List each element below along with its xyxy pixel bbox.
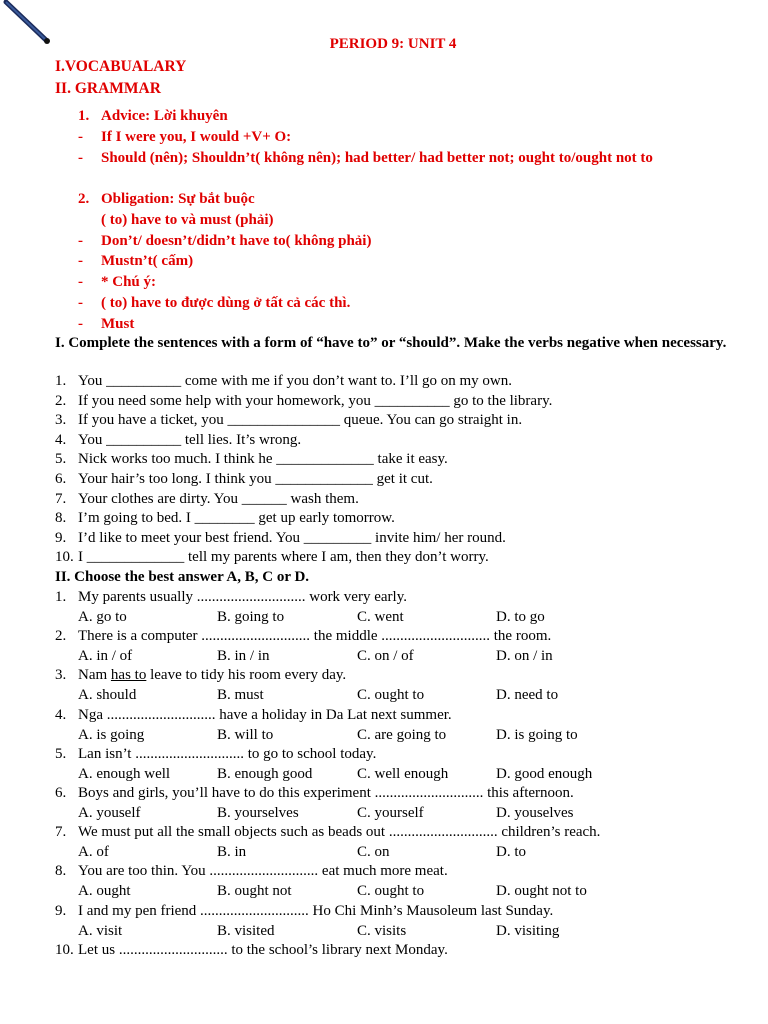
grammar-item <box>78 231 738 251</box>
grammar-text: Don’t/ doesn’t/didn’t have to( không phải) <box>101 233 372 249</box>
exercise-1-item <box>55 392 755 411</box>
answer-option: A. of <box>78 844 109 861</box>
grammar-text: Advice: Lời khuyên <box>101 108 228 124</box>
answer-option: B. will to <box>217 726 274 743</box>
answer-option: C. ought to <box>357 687 425 704</box>
exercise-1-item <box>55 490 755 509</box>
answer-option: A. ought <box>78 883 131 900</box>
answer-option: C. on / of <box>357 648 414 665</box>
answer-option: B. going to <box>217 609 285 625</box>
item-number: 9. <box>55 529 67 546</box>
grammar-marker: - <box>78 253 83 269</box>
item-number: 3. <box>55 667 67 684</box>
item-text: You __________ come with me if you don’t want to. I’ll go on my own. <box>78 373 513 389</box>
section-grammar: II. GRAMMAR <box>55 80 161 97</box>
answer-option: A. should <box>78 687 137 704</box>
answer-option: A. in / of <box>78 648 133 665</box>
exercise-2-question <box>55 666 755 685</box>
answer-option: B. visited <box>217 922 275 939</box>
item-number: 10. <box>55 941 74 958</box>
exercise-1-item <box>55 529 755 548</box>
grammar-item <box>78 127 738 147</box>
item-text: Nick works too much. I think he _____________ take it easy. <box>78 451 448 468</box>
grammar-text: Obligation: Sự bắt buộc <box>101 191 255 207</box>
exercise-2-title: II. Choose the best answer A, B, C or D. <box>55 569 310 585</box>
exercise-1-item <box>55 548 755 567</box>
grammar-text: ( to) have to và must (phải) <box>101 212 274 228</box>
answer-option: C. ought to <box>357 883 425 900</box>
grammar-text: Mustn’t( cấm) <box>101 253 194 269</box>
section-vocabulary: I.VOCABUALARY <box>55 58 187 75</box>
question-text: Lan isn’t ............................. to go to school today. <box>78 745 377 762</box>
grammar-marker: - <box>78 129 83 145</box>
answer-option: B. must <box>217 687 264 704</box>
underlined-phrase: has to <box>110 667 147 684</box>
answer-option: A. visit <box>78 922 123 939</box>
grammar-item <box>78 314 738 334</box>
exercise-1-title: I. Complete the sentences with a form of “have to” or “should”. Make the verbs negative when necessary. <box>55 335 727 351</box>
item-text: If you have a ticket, you _______________ queue. You can go straight in. <box>78 412 523 429</box>
exercise-2-question <box>55 941 755 960</box>
grammar-text: Should (nên); Shouldn’t( không nên); had better/ had better not; ought to/ought not to <box>101 150 653 166</box>
answer-option: A. is going <box>78 726 145 743</box>
question-text: Boys and girls, you’ll have to do this experiment ............................. this afternoon. <box>78 785 574 801</box>
item-text: I _____________ tell my parents where I am, then they don’t worry. <box>78 549 489 566</box>
answer-option: C. visits <box>357 922 407 939</box>
item-number: 5. <box>55 745 67 762</box>
item-number: 5. <box>55 451 67 468</box>
question-text: My parents usually ............................. work very early. <box>78 589 407 605</box>
grammar-item <box>78 148 738 168</box>
answer-option: C. went <box>357 609 404 625</box>
answer-option: D. visiting <box>496 922 560 939</box>
item-number: 1. <box>55 373 67 389</box>
page-title: PERIOD 9: UNIT 4 <box>329 36 457 52</box>
exercise-1-item <box>55 411 755 430</box>
question-text: Nam <box>78 667 111 684</box>
item-number: 4. <box>55 706 67 723</box>
item-number: 6. <box>55 471 67 487</box>
item-text: I’m going to bed. I ________ get up early tomorrow. <box>78 510 395 527</box>
answer-option: D. to go <box>496 609 545 625</box>
answer-option: B. enough good <box>217 765 313 782</box>
grammar-marker: - <box>78 233 83 249</box>
item-number: 1. <box>55 589 67 605</box>
grammar-marker: - <box>78 295 83 311</box>
answer-option: D. is going to <box>496 726 578 743</box>
item-text: Your hair’s too long. I think you _____________ get it cut. <box>78 471 433 487</box>
answer-option: D. on / in <box>496 648 553 665</box>
answer-option: D. ought not to <box>496 883 587 900</box>
grammar-marker: 1. <box>78 108 90 124</box>
answer-option: C. yourself <box>357 805 424 821</box>
grammar-marker: 2. <box>78 191 90 207</box>
answer-option: A. youself <box>78 805 141 821</box>
exercise-2-question <box>55 862 755 881</box>
answer-option: C. on <box>357 844 390 861</box>
grammar-item <box>78 251 738 271</box>
item-number: 10. <box>55 549 74 566</box>
grammar-item <box>78 189 738 209</box>
exercise-1-item <box>55 431 755 450</box>
item-text: If you need some help with your homework, you __________ go to the library. <box>78 392 553 409</box>
exercise-2-question <box>55 706 755 725</box>
answer-option: D. youselves <box>496 805 574 821</box>
question-text: There is a computer ............................. the middle ............................. the room. <box>78 628 552 645</box>
question-text: Let us ............................. to the school’s library next Monday. <box>78 941 448 958</box>
question-text: Nga ............................. have a holiday in Da Lat next summer. <box>78 706 452 723</box>
grammar-marker: - <box>78 274 83 290</box>
item-number: 6. <box>55 785 67 801</box>
answer-option: B. ought not <box>217 883 292 900</box>
question-text: I and my pen friend ............................. Ho Chi Minh’s Mausoleum last Sunday. <box>78 902 554 919</box>
item-text: You __________ tell lies. It’s wrong. <box>78 431 302 448</box>
grammar-item <box>78 106 738 126</box>
exercise-2-question <box>55 902 755 921</box>
item-number: 8. <box>55 863 67 880</box>
item-number: 2. <box>55 628 67 645</box>
question-text: leave to tidy his room every day. <box>146 667 347 684</box>
exercise-2-question <box>55 784 755 803</box>
item-number: 7. <box>55 490 67 507</box>
answer-option: B. in / in <box>217 648 270 665</box>
answer-option: A. go to <box>78 609 127 625</box>
question-text: We must put all the small objects such as beads out ............................. children’s reach. <box>78 824 601 841</box>
exercise-1-item <box>55 470 755 489</box>
item-text: I’d like to meet your best friend. You _________ invite him/ her round. <box>78 529 506 546</box>
exercise-1-item <box>55 372 755 391</box>
answer-option: D. good enough <box>496 765 593 782</box>
question-text: You are too thin. You ............................. eat much more meat. <box>78 863 448 880</box>
exercise-2-question <box>55 627 755 646</box>
answer-option: D. need to <box>496 687 559 704</box>
grammar-item <box>78 272 738 292</box>
item-number: 7. <box>55 824 67 841</box>
item-number: 4. <box>55 431 67 448</box>
grammar-text: Must <box>101 316 135 332</box>
item-text: Your clothes are dirty. You ______ wash them. <box>78 490 359 507</box>
grammar-text: If I were you, I would +V+ O: <box>101 129 292 145</box>
answer-option: D. to <box>496 844 526 861</box>
answer-option: C. are going to <box>357 726 447 743</box>
exercise-1-item <box>55 450 755 469</box>
grammar-item <box>78 210 738 230</box>
grammar-text: * Chú ý: <box>101 274 157 290</box>
grammar-item <box>78 293 738 313</box>
grammar-marker: - <box>78 150 83 166</box>
answer-option: C. well enough <box>357 765 449 782</box>
exercise-1-item <box>55 509 755 528</box>
answer-option: A. enough well <box>78 765 171 782</box>
exercise-2-question <box>55 823 755 842</box>
answer-option: B. yourselves <box>217 805 299 821</box>
item-number: 8. <box>55 510 67 527</box>
answer-option: B. in <box>217 844 247 861</box>
exercise-2-question <box>55 588 755 607</box>
item-number: 9. <box>55 902 67 919</box>
grammar-text: ( to) have to được dùng ở tất cả các thì. <box>101 295 351 311</box>
exercise-2-question <box>55 745 755 764</box>
grammar-marker: - <box>78 316 83 332</box>
item-number: 2. <box>55 392 67 409</box>
item-number: 3. <box>55 412 67 429</box>
